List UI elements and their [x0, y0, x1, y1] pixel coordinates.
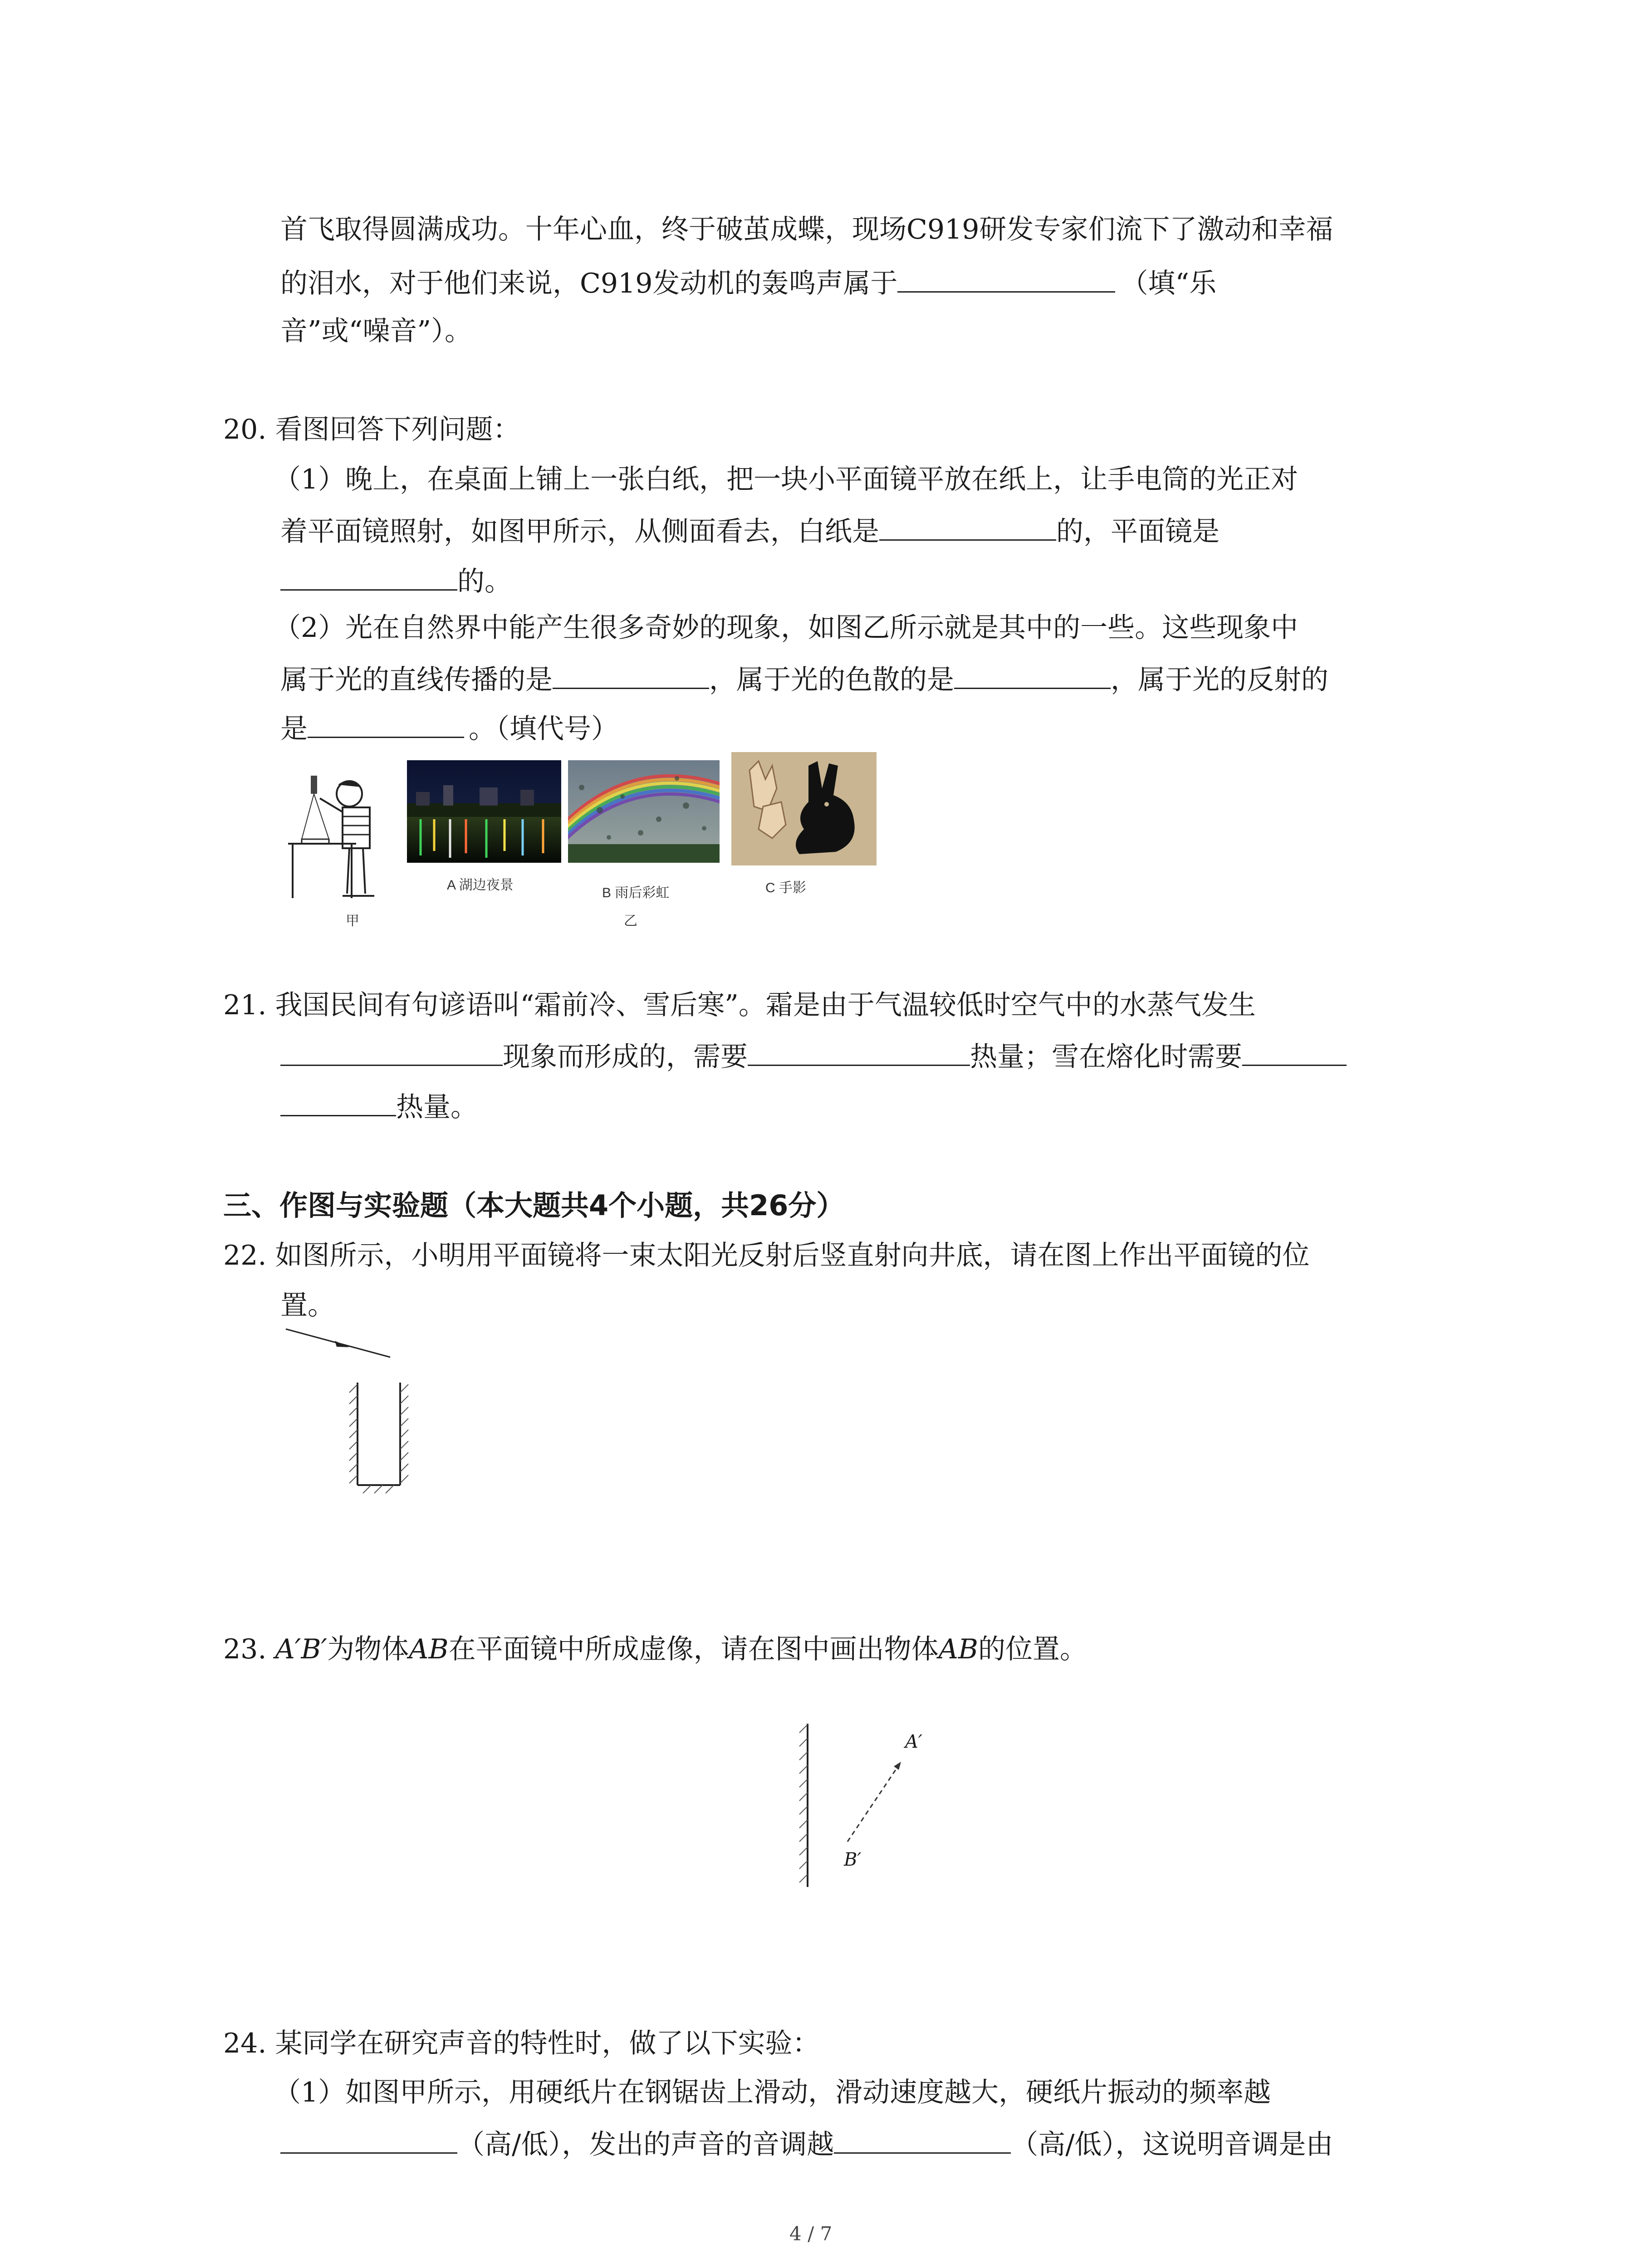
q21-text-1: 21. 我国民间有句谚语叫“霜前冷、雪后寒”。霜是由于气温较低时空气中的水蒸气发生 — [223, 989, 1256, 1021]
q23-object-label-1: AB — [409, 1633, 449, 1665]
q20-p1-text-3: 的。 — [457, 566, 512, 597]
q23-mirror-diagram — [794, 1715, 957, 1901]
q20-p2-line3 — [280, 709, 618, 747]
caption-c: C 手影 — [765, 880, 806, 895]
q24-p1-text-2b: （高/低），这说明音调是由 — [1011, 2129, 1333, 2160]
caption-jia: 甲 — [346, 914, 359, 929]
q23-line1 — [223, 1631, 1087, 1667]
q23-image-label: A′B′ — [275, 1633, 328, 1665]
q19-text-2a: 的泪水，对于他们来说，C919发动机的轰鸣声属于 — [280, 268, 898, 299]
q21-blank-phenomenon[interactable] — [280, 1036, 503, 1066]
q21-text-2a: 现象而形成的，需要 — [503, 1041, 748, 1073]
q20-p1-line2 — [280, 511, 1220, 550]
q20-p2-text-2b: ，属于光的色散的是 — [709, 664, 954, 696]
q23-label-b-prime: B′ — [844, 1849, 862, 1870]
q20-p1-text-1: （1）晚上，在桌面上铺上一张白纸，把一块小平面镜平放在纸上，让手电筒的光正对 — [274, 464, 1298, 495]
section3-title: 三、作图与实验题（本大题共4个小题，共26分） — [223, 1189, 845, 1222]
q20-p2-text-1: （2）光在自然界中能产生很多奇妙的现象，如图乙所示就是其中的一些。这些现象中 — [274, 612, 1298, 644]
q21-text-2b: 热量；雪在熔化时需要 — [970, 1041, 1242, 1073]
figure-b-rainbow-photo — [568, 760, 720, 863]
q24-blank-frequency[interactable] — [280, 2124, 457, 2154]
q22-line1 — [223, 1237, 1310, 1274]
q24-p1-line1 — [274, 2074, 1271, 2111]
q20-p2-text-3a: 是 — [280, 713, 308, 745]
q24-title — [223, 2025, 820, 2062]
q20-blank-paper[interactable] — [879, 511, 1056, 541]
q20-p2-line1 — [274, 610, 1298, 646]
q19-line2 — [280, 263, 1216, 302]
q22-well-diagram — [277, 1325, 422, 1497]
q20-p1-line3 — [280, 561, 512, 600]
q21-text-3: 热量。 — [396, 1091, 478, 1123]
q24-p1-text-1: （1）如图甲所示，用硬纸片在钢锯齿上滑动，滑动速度越大，硬纸片振动的频率越 — [274, 2077, 1271, 2108]
q21-line3 — [280, 1087, 478, 1125]
q22-text-2: 置。 — [280, 1290, 335, 1321]
q19-answer-blank[interactable] — [897, 263, 1115, 293]
q20-blank-mirror[interactable] — [280, 561, 457, 591]
q22-line2 — [280, 1287, 335, 1324]
q23-text-c: 的位置。 — [978, 1633, 1087, 1665]
q24-p1-text-2a: （高/低），发出的声音的音调越 — [457, 2129, 834, 2160]
q20-p1-line1 — [274, 461, 1298, 498]
figure-c-hand-shadow-photo — [731, 752, 877, 865]
q20-title — [223, 411, 520, 448]
q20-blank-reflection[interactable] — [308, 709, 464, 738]
q23-object-label-2: AB — [938, 1633, 979, 1665]
q22-text-1: 22. 如图所示，小明用平面镜将一束太阳光反射后竖直射向井底，请在图上作出平面镜的位 — [223, 1240, 1310, 1271]
q24-p1-line2 — [280, 2124, 1333, 2163]
q20-blank-dispersion[interactable] — [954, 660, 1111, 689]
q20-p2-text-2a: 属于光的直线传播的是 — [280, 664, 553, 696]
figure-a-lakeside-night-photo — [407, 760, 561, 863]
q21-line2 — [280, 1036, 1347, 1075]
caption-yi: 乙 — [624, 914, 637, 929]
q23-text-a: 为物体 — [327, 1633, 409, 1665]
caption-b: B 雨后彩虹 — [602, 885, 670, 900]
q20-p2-text-3b: 。（填代号） — [469, 713, 618, 745]
q24-title-text: 24. 某同学在研究声音的特性时，做了以下实验： — [223, 2028, 820, 2059]
q21-blank-melt-heat-b[interactable] — [280, 1087, 396, 1116]
caption-a: A 湖边夜景 — [447, 878, 514, 893]
q21-blank-melt-heat-a[interactable] — [1242, 1036, 1347, 1066]
q24-blank-pitch[interactable] — [834, 2124, 1011, 2154]
figure-jia-flashlight-illustration — [284, 767, 397, 903]
page-number: 4 / 7 — [789, 2223, 833, 2245]
q23-label-a-prime: A′ — [905, 1731, 922, 1752]
q21-blank-frost-heat[interactable] — [748, 1036, 970, 1066]
section3-heading — [223, 1188, 844, 1224]
q19-text-1: 首飞取得圆满成功。十年心血，终于破茧成蝶，现场C919研发专家们流下了激动和幸福 — [280, 214, 1333, 245]
q20-p1-text-2b: 的，平面镜是 — [1056, 516, 1220, 547]
q20-p2-text-2c: ，属于光的反射的 — [1111, 664, 1328, 696]
q20-p1-text-2a: 着平面镜照射，如图甲所示，从侧面看去，白纸是 — [280, 516, 879, 547]
q20-p2-line2 — [280, 660, 1328, 698]
q20-title-text: 20. 看图回答下列问题： — [223, 414, 520, 445]
q23-number: 23. — [223, 1633, 267, 1665]
q23-virtual-image-arrow — [847, 1765, 899, 1842]
q19-line3 — [280, 313, 472, 349]
q19-text-3: 音”或“噪音”）。 — [280, 315, 472, 347]
q19-text-2b: （填“乐 — [1121, 268, 1217, 299]
q21-line1 — [223, 987, 1256, 1023]
q20-blank-straight[interactable] — [553, 660, 709, 689]
q23-text-b: 在平面镜中所成虚像，请在图中画出物体 — [448, 1633, 939, 1665]
q19-line1 — [280, 211, 1333, 248]
